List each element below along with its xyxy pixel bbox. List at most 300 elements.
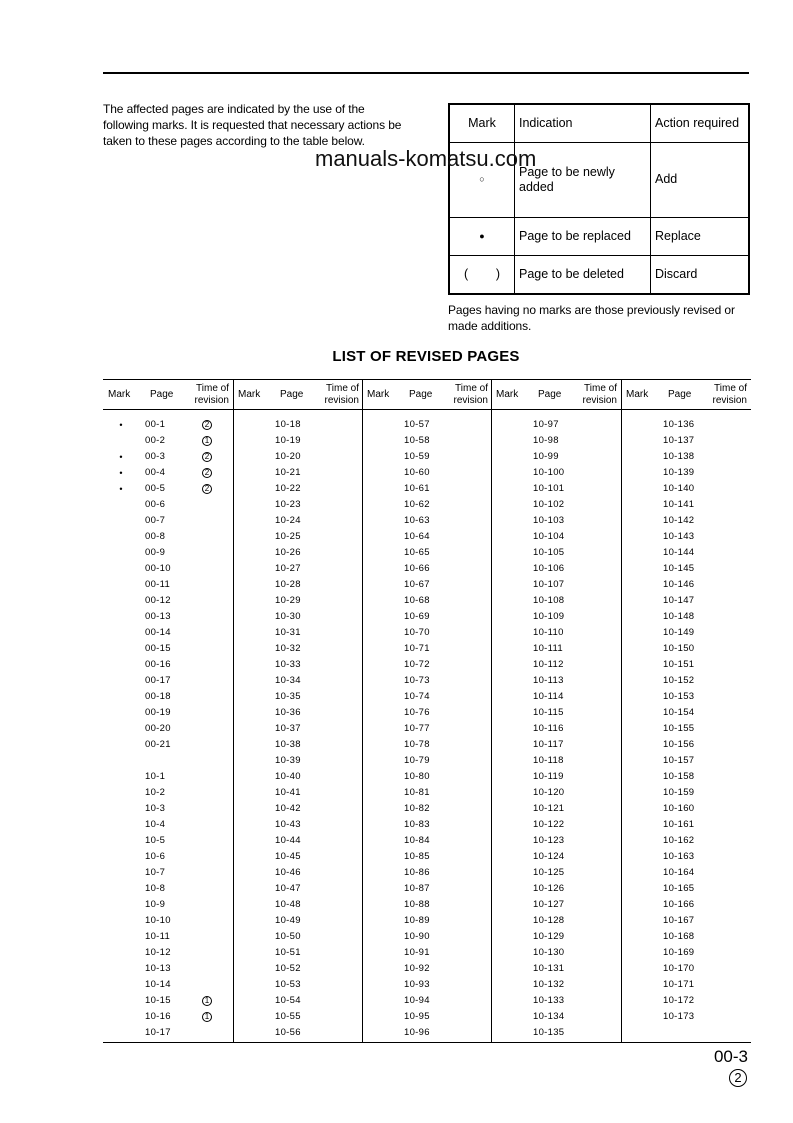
page-id: 00-15 xyxy=(145,643,171,654)
table-row xyxy=(621,849,750,865)
page-id: 10-22 xyxy=(275,483,301,494)
page-id: 10-17 xyxy=(145,1027,171,1038)
table-row xyxy=(233,993,362,1009)
page-id: 10-155 xyxy=(663,723,695,734)
page-id: 10-68 xyxy=(404,595,430,606)
table-row xyxy=(621,881,750,897)
page-id: 10-136 xyxy=(663,419,695,430)
legend-header-row xyxy=(450,105,748,142)
page-id: 10-127 xyxy=(533,899,565,910)
page-id: 10-115 xyxy=(533,707,564,718)
page-id: 10-12 xyxy=(145,947,171,958)
legend-indication: Page to be newly added xyxy=(515,142,651,217)
page-id: 10-101 xyxy=(533,483,565,494)
revision-circle-icon: 2 xyxy=(202,468,212,478)
page-id: 10-33 xyxy=(275,659,301,670)
table-row xyxy=(103,817,232,833)
page-id: 10-172 xyxy=(663,995,695,1006)
table-row xyxy=(491,433,620,449)
legend-header-action: Action required xyxy=(651,105,749,142)
header-mark: Mark xyxy=(496,389,519,400)
table-row xyxy=(362,753,491,769)
table-row xyxy=(233,465,362,481)
header-time-line1: Time of xyxy=(714,383,747,394)
page-id: 10-173 xyxy=(663,1011,695,1022)
table-row xyxy=(233,849,362,865)
table-row xyxy=(491,625,620,641)
table-row xyxy=(103,497,232,513)
table-row xyxy=(103,417,232,433)
table-row xyxy=(362,497,491,513)
table-row xyxy=(362,417,491,433)
page-id: 10-96 xyxy=(404,1027,430,1038)
page-id: 10-59 xyxy=(404,451,430,462)
table-row xyxy=(233,881,362,897)
page-id: 10-106 xyxy=(533,563,565,574)
page-id: 10-165 xyxy=(663,883,695,894)
page-id: 10-37 xyxy=(275,723,301,734)
page-id: 10-94 xyxy=(404,995,430,1006)
table-row xyxy=(491,513,620,529)
table-row xyxy=(233,417,362,433)
page-id: 10-118 xyxy=(533,755,564,766)
row-list xyxy=(621,417,750,1025)
page-id: 10-144 xyxy=(663,547,695,558)
legend-header-indication: Indication xyxy=(515,105,651,142)
table-row xyxy=(621,833,750,849)
table-row xyxy=(103,609,232,625)
page-id: 10-159 xyxy=(663,787,695,798)
page-id: 10-117 xyxy=(533,739,564,750)
page-id: 10-122 xyxy=(533,819,565,830)
page-id: 10-28 xyxy=(275,579,301,590)
page-id: 10-100 xyxy=(533,467,565,478)
header-mark: Mark xyxy=(108,389,131,400)
table-row xyxy=(233,721,362,737)
page-id: 10-88 xyxy=(404,899,430,910)
header-time-line2: revision xyxy=(324,395,359,406)
table-row xyxy=(103,945,232,961)
header-time-of-revision xyxy=(454,383,488,407)
page-id: 10-32 xyxy=(275,643,301,654)
table-row xyxy=(491,641,620,657)
table-row xyxy=(362,577,491,593)
table-row xyxy=(491,1025,620,1041)
table-row xyxy=(621,529,750,545)
page-id: 10-43 xyxy=(275,819,301,830)
page-id: 10-129 xyxy=(533,931,565,942)
column-header xyxy=(491,379,620,409)
table-row xyxy=(621,577,750,593)
table-row xyxy=(491,849,620,865)
table-row xyxy=(103,513,232,529)
page-id: 10-44 xyxy=(275,835,301,846)
page-id: 10-29 xyxy=(275,595,301,606)
page-id: 10-62 xyxy=(404,499,430,510)
page-id: 10-105 xyxy=(533,547,565,558)
row-list xyxy=(103,417,232,1041)
page-id: 10-58 xyxy=(404,435,430,446)
page-id: 10-170 xyxy=(663,963,695,974)
table-row xyxy=(621,705,750,721)
page-id: 10-46 xyxy=(275,867,301,878)
table-row xyxy=(362,465,491,481)
page-id: 10-11 xyxy=(145,931,171,942)
page-id: 00-20 xyxy=(145,723,171,734)
table-row xyxy=(621,785,750,801)
parentheses-icon: ( ) xyxy=(450,256,515,293)
table-row xyxy=(103,657,232,673)
page-id: 10-171 xyxy=(663,979,695,990)
table-row xyxy=(621,945,750,961)
table-row xyxy=(491,657,620,673)
filled-circle-icon: ● xyxy=(450,217,515,256)
intro-paragraph: The affected pages are indicated by the use of the following marks. It is requested that necessary actions be taken to these pages according to the table below. xyxy=(103,102,402,148)
header-mark: Mark xyxy=(626,389,649,400)
page-id: 10-23 xyxy=(275,499,301,510)
table-row xyxy=(491,881,620,897)
table-row xyxy=(621,465,750,481)
table-row xyxy=(491,545,620,561)
table-row xyxy=(491,673,620,689)
header-page: Page xyxy=(668,389,692,400)
row-list xyxy=(491,417,620,1041)
page-id: 10-153 xyxy=(663,691,695,702)
page-id: 00-9 xyxy=(145,547,166,558)
page-id: 10-86 xyxy=(404,867,430,878)
table-row xyxy=(103,849,232,865)
page-id: 10-92 xyxy=(404,963,430,974)
table-row xyxy=(233,641,362,657)
page-id: 10-152 xyxy=(663,675,695,686)
page-id: 10-85 xyxy=(404,851,430,862)
table-row xyxy=(491,481,620,497)
table-row xyxy=(233,753,362,769)
page-id: 10-19 xyxy=(275,435,301,446)
page-id: 10-14 xyxy=(145,979,171,990)
table-row xyxy=(621,545,750,561)
page-id: 00-6 xyxy=(145,499,166,510)
page-id: 10-55 xyxy=(275,1011,301,1022)
page-id: 10-77 xyxy=(404,723,430,734)
table-row xyxy=(491,561,620,577)
page-id: 00-17 xyxy=(145,675,171,686)
table-row xyxy=(621,513,750,529)
page-id: 10-95 xyxy=(404,1011,430,1022)
page-id: 00-16 xyxy=(145,659,171,670)
table-row xyxy=(621,673,750,689)
page-id: 10-102 xyxy=(533,499,565,510)
watermark: manuals-komatsu.com xyxy=(315,146,537,171)
table-row xyxy=(233,945,362,961)
table-row xyxy=(621,449,750,465)
table-row xyxy=(491,769,620,785)
page-id: 10-53 xyxy=(275,979,301,990)
revision-circle-icon: 2 xyxy=(202,452,212,462)
table-row xyxy=(621,641,750,657)
table-row xyxy=(103,721,232,737)
page-id: 10-99 xyxy=(533,451,559,462)
page-id: 10-4 xyxy=(145,819,166,830)
table-row xyxy=(621,769,750,785)
table-row xyxy=(362,689,491,705)
table-row xyxy=(362,673,491,689)
page-id: 10-132 xyxy=(533,979,565,990)
page-id: 10-30 xyxy=(275,611,301,622)
page-id: 10-6 xyxy=(145,851,166,862)
table-row xyxy=(491,593,620,609)
page-id: 00-21 xyxy=(145,739,171,750)
table-row xyxy=(491,929,620,945)
table-row xyxy=(362,993,491,1009)
page-id: 00-4 xyxy=(145,467,166,478)
table-row xyxy=(362,833,491,849)
table-row xyxy=(491,449,620,465)
revised-pages-table xyxy=(103,379,751,1043)
page-id: 10-112 xyxy=(533,659,564,670)
header-time-of-revision xyxy=(713,383,747,407)
page-number: 00-3 xyxy=(713,1047,748,1066)
page-id: 10-21 xyxy=(275,467,301,478)
table-row xyxy=(491,689,620,705)
legend-note: Pages having no marks are those previously revised or made additions. xyxy=(448,303,735,333)
table-row xyxy=(103,545,232,561)
table-row xyxy=(233,561,362,577)
page-id: 10-97 xyxy=(533,419,559,430)
table-row xyxy=(621,913,750,929)
page-id: 10-121 xyxy=(533,803,565,814)
page-id: 10-8 xyxy=(145,883,166,894)
table-row xyxy=(621,657,750,673)
page-id: 10-31 xyxy=(275,627,301,638)
column-group-2 xyxy=(233,379,362,1043)
page-id: 10-91 xyxy=(404,947,430,958)
table-row xyxy=(233,769,362,785)
page-id: 00-7 xyxy=(145,515,166,526)
table-row xyxy=(103,577,232,593)
table-row xyxy=(621,737,750,753)
page-id: 10-104 xyxy=(533,531,565,542)
mark-bullet-icon: • xyxy=(119,468,123,478)
page-id: 10-109 xyxy=(533,611,565,622)
page-id: 10-168 xyxy=(663,931,695,942)
page-id: 00-10 xyxy=(145,563,171,574)
table-row xyxy=(362,481,491,497)
table-row xyxy=(621,817,750,833)
page-id: 10-110 xyxy=(533,627,564,638)
page-id: 10-146 xyxy=(663,579,695,590)
page-id: 10-10 xyxy=(145,915,171,926)
page-id: 10-52 xyxy=(275,963,301,974)
table-row xyxy=(233,705,362,721)
table-row xyxy=(233,497,362,513)
page-id: 10-34 xyxy=(275,675,301,686)
page-id: 00-12 xyxy=(145,595,171,606)
page-id: 10-48 xyxy=(275,899,301,910)
table-row xyxy=(233,977,362,993)
table-row xyxy=(362,1009,491,1025)
table-row xyxy=(233,865,362,881)
page-id: 10-150 xyxy=(663,643,695,654)
table-row xyxy=(621,593,750,609)
header-time-line2: revision xyxy=(582,395,617,406)
table-row xyxy=(233,609,362,625)
table-row xyxy=(103,625,232,641)
page-id: 10-114 xyxy=(533,691,564,702)
page-id: 00-8 xyxy=(145,531,166,542)
table-row xyxy=(362,593,491,609)
table-row xyxy=(103,993,232,1009)
table-row xyxy=(103,465,232,481)
table-row xyxy=(362,737,491,753)
page-id: 10-65 xyxy=(404,547,430,558)
row-list xyxy=(362,417,491,1041)
legend-indication: Page to be deleted xyxy=(515,256,651,293)
table-row xyxy=(362,449,491,465)
table-row xyxy=(103,689,232,705)
page-id: 10-154 xyxy=(663,707,695,718)
header-time-of-revision xyxy=(195,383,229,407)
table-row xyxy=(621,753,750,769)
table-row xyxy=(621,961,750,977)
table-row xyxy=(233,913,362,929)
list-title: LIST OF REVISED PAGES xyxy=(332,348,520,365)
legend-table xyxy=(448,103,750,295)
page-id: 10-41 xyxy=(275,787,301,798)
page-id: 10-125 xyxy=(533,867,565,878)
table-row xyxy=(103,529,232,545)
page-id: 10-143 xyxy=(663,531,695,542)
table-row xyxy=(103,977,232,993)
table-row xyxy=(491,817,620,833)
page-id: 10-24 xyxy=(275,515,301,526)
table-row xyxy=(103,801,232,817)
table-row xyxy=(362,881,491,897)
table-row xyxy=(103,673,232,689)
table-row xyxy=(233,545,362,561)
page-id: 10-163 xyxy=(663,851,695,862)
table-row xyxy=(362,529,491,545)
page-id: 10-142 xyxy=(663,515,695,526)
header-time-of-revision xyxy=(583,383,617,407)
page-id: 10-71 xyxy=(404,643,430,654)
header-mark: Mark xyxy=(367,389,390,400)
column-header xyxy=(103,379,232,409)
table-row xyxy=(362,865,491,881)
page-id: 10-162 xyxy=(663,835,695,846)
table-row xyxy=(233,1025,362,1041)
table-row xyxy=(233,481,362,497)
page-id: 10-135 xyxy=(533,1027,565,1038)
page-id: 10-45 xyxy=(275,851,301,862)
table-row xyxy=(103,785,232,801)
table-row xyxy=(233,833,362,849)
table-row xyxy=(362,897,491,913)
column-header xyxy=(621,379,750,409)
table-row xyxy=(491,961,620,977)
table-row xyxy=(233,737,362,753)
table-row xyxy=(621,689,750,705)
page-id: 10-158 xyxy=(663,771,695,782)
page-id: 10-39 xyxy=(275,755,301,766)
page-id: 10-78 xyxy=(404,739,430,750)
legend-action: Replace xyxy=(651,217,749,256)
page-id: 10-81 xyxy=(404,787,430,798)
table-row xyxy=(621,561,750,577)
page-id: 10-140 xyxy=(663,483,695,494)
page-id: 10-38 xyxy=(275,739,301,750)
table-row xyxy=(491,865,620,881)
column-group-4 xyxy=(491,379,620,1043)
page-id: 10-7 xyxy=(145,867,166,878)
header-time-line2: revision xyxy=(453,395,488,406)
page-id: 10-157 xyxy=(663,755,695,766)
table-row xyxy=(103,561,232,577)
page-id: 10-79 xyxy=(404,755,430,766)
mark-bullet-icon: • xyxy=(119,484,123,494)
page-id: 10-151 xyxy=(663,659,695,670)
page-id: 10-149 xyxy=(663,627,695,638)
page-id: 00-3 xyxy=(145,451,166,462)
table-row xyxy=(491,913,620,929)
page-id: 10-27 xyxy=(275,563,301,574)
table-row xyxy=(621,497,750,513)
header-page: Page xyxy=(280,389,304,400)
revision-circle-icon: 2 xyxy=(202,420,212,430)
page-id: 10-120 xyxy=(533,787,565,798)
table-row xyxy=(362,1025,491,1041)
table-row xyxy=(233,801,362,817)
page-id: 10-156 xyxy=(663,739,695,750)
page-id: 10-124 xyxy=(533,851,565,862)
page-id: 10-49 xyxy=(275,915,301,926)
page-id: 00-11 xyxy=(145,579,171,590)
page-id: 10-107 xyxy=(533,579,565,590)
page-id: 10-93 xyxy=(404,979,430,990)
page-id: 00-14 xyxy=(145,627,171,638)
page-id: 10-74 xyxy=(404,691,430,702)
table-row xyxy=(491,465,620,481)
header-time-line2: revision xyxy=(194,395,229,406)
page-id: 10-42 xyxy=(275,803,301,814)
table-row xyxy=(103,753,232,769)
page-id: 10-98 xyxy=(533,435,559,446)
column-group-1 xyxy=(103,379,232,1043)
page-id: 10-145 xyxy=(663,563,695,574)
table-row xyxy=(233,513,362,529)
page-id: 00-18 xyxy=(145,691,171,702)
table-row xyxy=(233,593,362,609)
page-id: 10-56 xyxy=(275,1027,301,1038)
table-row xyxy=(621,481,750,497)
table-row xyxy=(491,737,620,753)
table-row xyxy=(362,977,491,993)
page-id: 10-73 xyxy=(404,675,430,686)
header-mark: Mark xyxy=(238,389,261,400)
header-time-line1: Time of xyxy=(326,383,359,394)
header-page: Page xyxy=(538,389,562,400)
table-row xyxy=(233,817,362,833)
page-id: 10-47 xyxy=(275,883,301,894)
page-id: 00-19 xyxy=(145,707,171,718)
table-row xyxy=(103,1025,232,1041)
page-id: 10-128 xyxy=(533,915,565,926)
table-row xyxy=(362,609,491,625)
page-id: 10-164 xyxy=(663,867,695,878)
table-row xyxy=(103,1009,232,1025)
table-row xyxy=(491,721,620,737)
page-id: 10-148 xyxy=(663,611,695,622)
